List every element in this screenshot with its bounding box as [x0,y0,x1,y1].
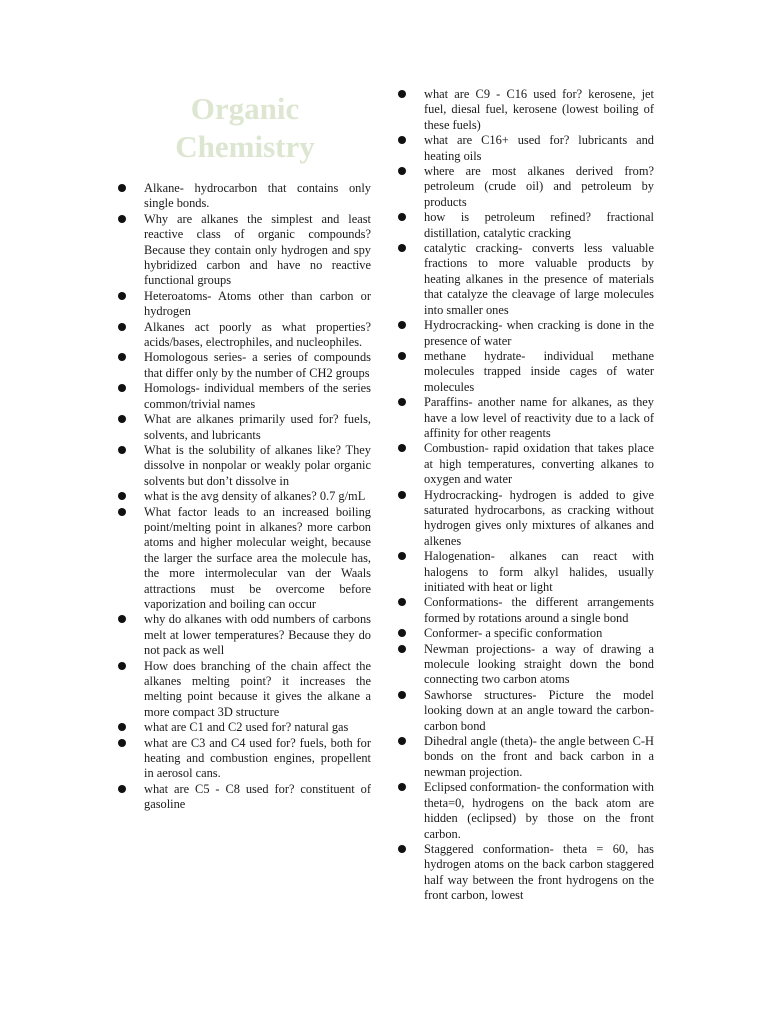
list-item-text: Alkanes act poorly as what properties? acids/bases, electrophiles, and nucleophiles. [144,319,371,350]
bullet-icon [398,136,406,144]
list-item [118,350,371,381]
list-item-text: what are C5 - C8 used for? constituent of gasoline [144,781,371,812]
list-item [398,780,654,842]
list-item-text: Paraffins- another name for alkanes, as they have a low level of reactivity due to a lack of affinity for other reagents [424,395,654,440]
bullet-icon [398,244,406,252]
list-item [118,320,371,351]
list-item-text: what is the avg density of alkanes? 0.7 g/mL [144,489,366,504]
list-item-text: Conformer- a specific conformation [424,626,603,641]
list-item [118,181,371,212]
page-title: Organic Chemistry [175,91,315,164]
list-item [118,782,371,813]
bullet-icon [118,508,126,516]
bullet-icon [118,739,126,747]
bullet-icon [398,167,406,175]
right-column-list [398,87,654,904]
bullet-icon [398,645,406,653]
list-item-text: How does branching of the chain affect the alkanes melting point? it increases the melting point because it gives the alkane a more compact 3D structure [144,658,371,719]
list-item [118,612,371,658]
list-item-text: Conformations- the different arrangements formed by rotations around a single bond [424,595,654,625]
bullet-icon [118,615,126,623]
list-item [398,210,654,241]
list-item-text: What is the solubility of alkanes like? They dissolve in nonpolar or weakly polar organic solvents but don’t dissolve in [144,442,371,488]
list-item [118,412,371,443]
bullet-icon [118,215,126,223]
bullet-icon [398,737,406,745]
bullet-icon [398,691,406,699]
bullet-icon [398,444,406,452]
list-item-text: Alkane- hydrocarbon that contains only single bonds. [144,181,371,211]
bullet-icon [118,446,126,454]
list-item [398,349,654,395]
list-item-text: methane hydrate- individual methane molecules trapped inside cages of water molecules [424,348,654,394]
bullet-icon [118,662,126,670]
bullet-icon [118,292,126,300]
list-item-text: Halogenation- alkanes can react with halogens to form alkyl halides, usually initiated with heat or light [424,549,654,594]
list-item-text: Sawhorse structures- Picture the model looking down at an angle toward the carbon-carbon bond [424,687,654,733]
list-item-text: why do alkanes with odd numbers of carbons melt at lower temperatures? Because they do not pack as well [144,612,371,658]
list-item [398,318,654,349]
list-item-text: Hydrocracking- hydrogen is added to give saturated hydrocarbons, as cracking without hydrogen gives only mixtures of alkanes and alkenes [424,487,654,548]
list-item [118,381,371,412]
list-item-text: Hydrocracking- when cracking is done in the presence of water [424,318,654,348]
list-item-text: Newman projections- a way of drawing a molecule looking straight down the bond connecting two carbon atoms [424,641,654,687]
bullet-icon [398,213,406,221]
list-item-text: What factor leads to an increased boiling point/melting point in alkanes? more carbon atoms and higher molecular weight, because the larger the surface area the molecule has, the more intermolecular van der Waals attractions must be overcome before vaporization and boiling can occur [144,504,371,611]
bullet-icon [118,384,126,392]
list-item [398,642,654,688]
list-item [398,164,654,210]
list-item-text: what are C3 and C4 used for? fuels, both for heating and combustion engines, propellent in aerosol cans. [144,735,371,781]
list-item [118,212,371,289]
list-item-text: what are C16+ used for? lubricants and heating oils [424,133,654,163]
list-item-text: where are most alkanes derived from? petroleum (crude oil) and petroleum by products [424,164,654,209]
list-item [398,626,654,641]
bullet-icon [398,90,406,98]
list-item [118,443,371,489]
list-item-text: what are C1 and C2 used for? natural gas [144,720,349,735]
left-column-list [118,181,371,813]
list-item [118,505,371,613]
bullet-icon [398,352,406,360]
bullet-icon [118,723,126,731]
list-item [398,133,654,164]
list-item [398,488,654,550]
list-item [398,87,654,133]
list-item-text: Dihedral angle (theta)- the angle between C-H bonds on the front and back carbon in a newman projection. [424,734,654,779]
list-item [118,289,371,320]
list-item [398,842,654,904]
bullet-icon [118,785,126,793]
list-item-text: what are C9 - C16 used for? kerosene, jet fuel, diesal fuel, kerosene (lowest boiling of these fuels) [424,87,654,132]
list-item-text: Staggered conformation- theta = 60, has hydrogen atoms on the back carbon staggered half way between the front hydrogens on the front carbon, lowest [424,841,654,903]
list-item [398,549,654,595]
bullet-icon [118,323,126,331]
list-item [118,720,371,735]
bullet-icon [398,491,406,499]
list-item-text: Eclipsed conformation- the conformation with theta=0, hydrogens on the back atom are hidden (eclipsed) by those on the front carbon. [424,780,654,841]
list-item-text: catalytic cracking- converts less valuable fractions to more valuable products by heating alkanes in the presence of materials that catalyze the cleavage of large molecules into smaller ones [424,241,654,317]
list-item-text: Homologous series- a series of compounds that differ only by the number of CH2 groups [144,350,371,380]
bullet-icon [398,398,406,406]
list-item [118,489,371,504]
list-item-text: Why are alkanes the simplest and least reactive class of organic compounds? Because they contain only hydrogen and spy hybridized carbon and have no reactive functional groups [144,211,371,288]
bullet-icon [398,552,406,560]
list-item-text: Combustion- rapid oxidation that takes place at high temperatures, converting alkanes to oxygen and water [424,441,654,487]
list-item-text: Heteroatoms- Atoms other than carbon or hydrogen [144,288,371,319]
bullet-icon [398,321,406,329]
list-item [118,736,371,782]
list-item-text: What are alkanes primarily used for? fuels, solvents, and lubricants [144,412,371,442]
list-item [398,395,654,441]
bullet-icon [118,492,126,500]
bullet-icon [118,184,126,192]
bullet-icon [398,845,406,853]
bullet-icon [398,783,406,791]
list-item [398,441,654,487]
list-item [398,595,654,626]
bullet-icon [398,629,406,637]
list-item [398,241,654,318]
list-item [398,688,654,734]
bullet-icon [398,598,406,606]
list-item-text: how is petroleum refined? fractional distillation, catalytic cracking [424,210,654,240]
bullet-icon [118,353,126,361]
list-item [398,734,654,780]
bullet-icon [118,415,126,423]
list-item-text: Homologs- individual members of the series common/trivial names [144,381,371,411]
list-item [118,659,371,721]
